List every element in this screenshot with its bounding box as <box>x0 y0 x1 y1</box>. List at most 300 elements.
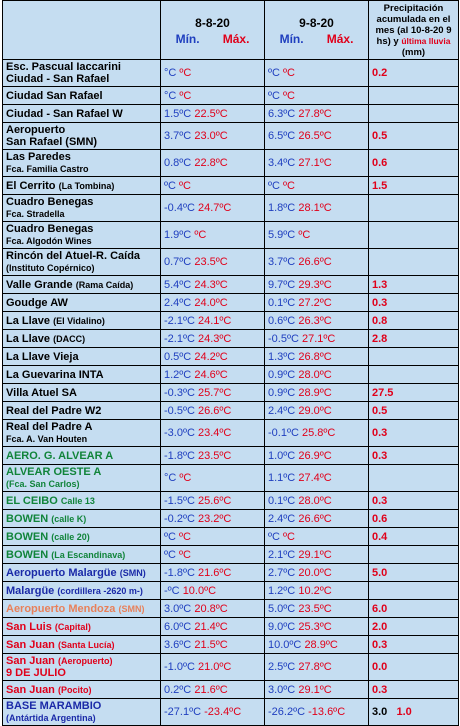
max-temp-2: 26.6ºC <box>298 512 332 525</box>
day1-cell <box>161 150 265 177</box>
precip-cell <box>369 618 459 636</box>
min-temp-1: -1.8ºC <box>164 449 195 462</box>
day1-cell <box>161 582 265 600</box>
min-temp-1: 0.8ºC <box>164 157 192 169</box>
max-temp-1: 24.2ºC <box>194 350 228 363</box>
max-temp-2: 25.8ºC <box>301 427 336 439</box>
station-cell <box>3 546 161 564</box>
station-name: Ciudad San Rafael <box>6 89 103 102</box>
station-sub: (calle K) <box>51 513 87 524</box>
day1-cell <box>161 222 265 249</box>
min-temp-1: -2.1ºC <box>164 314 195 327</box>
min-label-1: Mín. <box>175 32 200 46</box>
min-temp-1: -2.1ºC <box>164 332 195 345</box>
station-name: Goudge AW <box>6 296 68 309</box>
table-row <box>3 123 459 150</box>
day1-cell <box>161 447 265 465</box>
table-row <box>3 60 459 87</box>
precip-cell <box>369 222 459 249</box>
precip-value: 1.3 <box>372 278 388 291</box>
table-row <box>3 249 459 276</box>
max-temp-1: 23.4ºC <box>197 427 232 439</box>
max-temp-2: 10.2ºC <box>298 584 332 597</box>
min-temp-2: 5.0ºC <box>268 602 296 615</box>
station-cell <box>3 618 161 636</box>
precip-value: 0.5 <box>372 404 388 417</box>
min-temp-2: 0.1ºC <box>268 296 296 309</box>
station-name: Aeropuerto Malargüe <box>6 566 117 579</box>
precip-value: 0.0 <box>372 661 388 673</box>
table-row <box>3 618 459 636</box>
max-temp-2: ºC <box>283 67 295 79</box>
day2-cell <box>265 420 369 447</box>
max-temp-2: 26.5ºC <box>298 130 332 142</box>
station-name: Esc. Pascual Iaccarini <box>6 61 121 73</box>
precip-cell <box>369 420 459 447</box>
max-temp-1: ºC <box>179 472 192 484</box>
weather-table <box>2 0 459 726</box>
station-cell <box>3 177 161 195</box>
min-temp-2: 2.5ºC <box>268 661 296 673</box>
last-rain-label: última lluvia <box>401 35 451 46</box>
precip-cell <box>369 636 459 654</box>
precip-value: 0.4 <box>372 530 388 543</box>
precip-cell <box>369 105 459 123</box>
min-temp-1: -3.0ºC <box>164 427 195 439</box>
max-temp-2: 20.0ºC <box>298 566 332 579</box>
day1-cell <box>161 636 265 654</box>
max-temp-2: 29.3ºC <box>298 278 332 291</box>
day2-cell <box>265 366 369 384</box>
station-cell <box>3 87 161 105</box>
min-temp-2: 0.9ºC <box>268 368 296 381</box>
day1-cell <box>161 276 265 294</box>
station-cell <box>3 510 161 528</box>
day1-cell <box>161 492 265 510</box>
day2-cell <box>265 510 369 528</box>
min-temp-2: 10.0ºC <box>268 638 302 651</box>
table-row <box>3 177 459 195</box>
min-temp-2: 1.0ºC <box>268 449 296 462</box>
max-temp-1: 22.5ºC <box>194 107 228 120</box>
precip-cell <box>369 276 459 294</box>
station-cell <box>3 681 161 699</box>
day2-cell <box>265 60 369 87</box>
station-cell <box>3 195 161 222</box>
day1-cell <box>161 348 265 366</box>
min-temp-1: 1.5ºC <box>164 107 192 120</box>
day1-cell <box>161 654 265 681</box>
day1-cell <box>161 618 265 636</box>
day1-cell <box>161 600 265 618</box>
min-temp-1: 2.4ºC <box>164 296 192 309</box>
station-name: BOWEN <box>6 530 49 543</box>
min-temp-1: -27.1ºC <box>164 706 202 718</box>
station-name: Aeropuerto <box>6 124 66 136</box>
station-cell <box>3 60 161 87</box>
max-label-1: Máx. <box>222 32 250 46</box>
table-row <box>3 348 459 366</box>
table-row <box>3 402 459 420</box>
max-temp-2: 27.1ºC <box>298 157 332 169</box>
max-temp-2: -13.6ºC <box>308 706 346 718</box>
station-name: BASE MARAMBIO <box>6 700 102 712</box>
station-cell <box>3 123 161 150</box>
station-cell <box>3 249 161 276</box>
day2-cell <box>265 105 369 123</box>
day2-cell <box>265 492 369 510</box>
min-temp-2: 2.4ºC <box>268 512 296 525</box>
max-temp-1: 23.2ºC <box>197 512 232 525</box>
table-row <box>3 105 459 123</box>
precip-cell <box>369 177 459 195</box>
station-name: Cuadro Benegas <box>6 223 94 235</box>
min-temp-1: °C <box>164 472 177 484</box>
min-temp-1: -0.4ºC <box>164 202 195 214</box>
station-name: San Luis <box>6 620 52 633</box>
station-sub: Fca. Algodón Wines <box>6 236 92 246</box>
precip-value: 0.3 <box>372 449 388 462</box>
max-temp-1: 22.8ºC <box>194 157 228 169</box>
day1-cell <box>161 60 265 87</box>
station-sub: (SMN) <box>118 603 145 614</box>
precip-value: 5.0 <box>372 566 388 579</box>
station-cell <box>3 366 161 384</box>
max-temp-2: 27.8ºC <box>298 661 332 673</box>
header-precip-cell <box>369 1 459 60</box>
table-row <box>3 276 459 294</box>
station-sub: (cordillera -2620 m-) <box>57 585 143 596</box>
max-temp-2: 28.0ºC <box>298 368 332 381</box>
min-temp-1: -1.8ºC <box>164 566 195 579</box>
day2-cell <box>265 564 369 582</box>
station-name: Real del Padre A <box>6 421 93 433</box>
day1-cell <box>161 528 265 546</box>
day2-cell <box>265 681 369 699</box>
min-temp-2: ºC <box>268 179 280 192</box>
station-cell <box>3 348 161 366</box>
precip-value: 2.8 <box>372 332 388 345</box>
day1-cell <box>161 87 265 105</box>
max-temp-1: ºC <box>179 530 191 543</box>
max-temp-2: 23.5ºC <box>298 602 332 615</box>
last-rain-value: 1.0 <box>396 706 412 718</box>
precip-cell <box>369 366 459 384</box>
table-row <box>3 564 459 582</box>
max-temp-1: 10.0ºC <box>182 584 217 597</box>
precip-cell <box>369 60 459 87</box>
table-row <box>3 546 459 564</box>
unit-label: (mm) <box>401 46 426 58</box>
min-temp-2: ºC <box>268 67 280 79</box>
precip-value: 0.3 <box>372 296 388 309</box>
max-temp-2: 28.9ºC <box>304 638 338 651</box>
max-temp-1: 23.5ºC <box>197 449 232 462</box>
min-temp-1: 1.9ºC <box>164 229 192 241</box>
day2-cell <box>265 654 369 681</box>
max-temp-1: 24.0ºC <box>194 296 228 309</box>
min-temp-2: 0.9ºC <box>268 386 296 399</box>
min-temp-2: 6.5ºC <box>268 130 296 142</box>
min-temp-2: 9.0ºC <box>268 620 296 633</box>
max-temp-1: 21.6ºC <box>197 566 232 579</box>
min-temp-1: -0.3ºC <box>164 386 195 399</box>
max-temp-1: ºC <box>194 229 207 241</box>
table-row <box>3 447 459 465</box>
day1-cell <box>161 402 265 420</box>
precip-cell <box>369 87 459 105</box>
day1-cell <box>161 312 265 330</box>
precip-cell <box>369 600 459 618</box>
station-name: La Llave <box>6 332 51 345</box>
station-name: EL CEIBO <box>6 494 58 507</box>
precip-cell <box>369 195 459 222</box>
day2-cell <box>265 330 369 348</box>
min-temp-2: ºC <box>268 530 280 543</box>
max-temp-2: 26.3ºC <box>298 314 332 327</box>
precip-value: 2.0 <box>372 620 388 633</box>
day1-cell <box>161 420 265 447</box>
max-temp-2: 27.4ºC <box>298 472 332 484</box>
precip-cell <box>369 681 459 699</box>
max-temp-1: 24.1ºC <box>197 314 232 327</box>
table-row <box>3 681 459 699</box>
day2-cell <box>265 384 369 402</box>
precip-cell <box>369 348 459 366</box>
min-temp-1: 5.4ºC <box>164 278 192 291</box>
header-date1-cell <box>161 1 265 60</box>
precip-value: 27.5 <box>372 386 394 399</box>
station-sub: (Antártida Argentina) <box>6 713 96 723</box>
station-cell <box>3 420 161 447</box>
station-cell <box>3 582 161 600</box>
max-temp-1: 21.6ºC <box>194 683 228 696</box>
table-row <box>3 195 459 222</box>
max-temp-1: 24.6ºC <box>194 368 228 381</box>
max-temp-1: ºC <box>179 179 191 192</box>
min-temp-1: 6.0ºC <box>164 620 192 633</box>
max-temp-1: 21.4ºC <box>194 620 228 633</box>
day2-cell <box>265 276 369 294</box>
station-name: Malargüe <box>6 584 55 597</box>
min-temp-1: ºC <box>164 179 176 192</box>
precip-value: 0.5 <box>372 130 388 142</box>
station-sub: Fca. Familia Castro <box>6 164 89 174</box>
station-cell <box>3 150 161 177</box>
day2-cell <box>265 249 369 276</box>
precip-cell <box>369 294 459 312</box>
station-sub: (Capital) <box>54 621 91 632</box>
day2-cell <box>265 618 369 636</box>
table-row <box>3 654 459 681</box>
precip-cell <box>369 249 459 276</box>
station-cell <box>3 492 161 510</box>
precip-cell <box>369 546 459 564</box>
precip-value: 0.3 <box>372 638 388 651</box>
day2-cell <box>265 87 369 105</box>
station-cell <box>3 402 161 420</box>
table-row <box>3 330 459 348</box>
max-temp-2: 27.8ºC <box>298 107 332 120</box>
min-temp-2: ºC <box>268 89 280 102</box>
min-temp-1: 0.2ºC <box>164 683 192 696</box>
station-sub: (Fca. San Carlos) <box>6 479 80 489</box>
day1-cell <box>161 546 265 564</box>
max-temp-1: 25.6ºC <box>197 494 232 507</box>
table-row <box>3 384 459 402</box>
precip-cell <box>369 312 459 330</box>
header-date2-cell <box>265 1 369 60</box>
min-temp-2: 6.3ºC <box>268 107 296 120</box>
station-cell <box>3 330 161 348</box>
min-temp-2: -0.5ºC <box>268 332 299 345</box>
max-temp-1: 25.7ºC <box>197 386 232 399</box>
day2-cell <box>265 195 369 222</box>
max-temp-1: -23.4ºC <box>204 706 242 718</box>
precip-cell <box>369 330 459 348</box>
station-cell <box>3 276 161 294</box>
min-temp-2: 5.9ºC <box>268 229 296 241</box>
min-temp-1: 3.7ºC <box>164 130 192 142</box>
day1-cell <box>161 699 265 726</box>
station-name: San Juan <box>6 638 55 651</box>
station-sub: (calle 20) <box>51 531 90 542</box>
day1-cell <box>161 123 265 150</box>
day2-cell <box>265 150 369 177</box>
date2-label: 9-8-20 <box>299 16 334 30</box>
min-temp-2: 0.6ºC <box>268 314 296 327</box>
precip-value: 0.3 <box>372 427 388 439</box>
station-cell <box>3 465 161 492</box>
max-temp-1: ºC <box>179 89 192 102</box>
min-temp-1: ºC <box>164 530 176 543</box>
station-cell <box>3 654 161 681</box>
station-sub: (Rama Caída) <box>75 279 134 290</box>
min-temp-1: -1.0ºC <box>164 661 195 673</box>
min-temp-2: 2.1ºC <box>268 548 296 561</box>
max-temp-1: 20.8ºC <box>194 602 228 615</box>
station-name: Rincón del Atuel-R. Caída <box>6 250 141 262</box>
station-name: San Juan <box>6 655 55 667</box>
precip-value: 1.5 <box>372 179 388 192</box>
table-row <box>3 582 459 600</box>
max-temp-1: 26.6ºC <box>197 404 232 417</box>
min-temp-2: 1.2ºC <box>268 584 296 597</box>
table-row <box>3 222 459 249</box>
precip-cell <box>369 564 459 582</box>
station-cell <box>3 447 161 465</box>
day2-cell <box>265 546 369 564</box>
station-name: Ciudad - San Rafael W <box>6 107 123 120</box>
table-row <box>3 150 459 177</box>
station-cell <box>3 294 161 312</box>
station-sub: Fca. A. Van Houten <box>6 434 88 444</box>
day2-cell <box>265 348 369 366</box>
table-row <box>3 636 459 654</box>
max-temp-2: 29.1ºC <box>298 683 332 696</box>
station-name: Las Paredes <box>6 151 71 163</box>
precip-cell <box>369 465 459 492</box>
station-sub: (Aeropuerto) <box>57 656 113 666</box>
day2-cell <box>265 294 369 312</box>
day1-cell <box>161 330 265 348</box>
min-temp-2: 0.1ºC <box>268 494 296 507</box>
min-temp-2: 1.3ºC <box>268 350 296 363</box>
min-temp-2: 3.7ºC <box>268 256 296 268</box>
station-name: La Guevarina INTA <box>6 368 104 381</box>
precip-value: 3.0 <box>372 706 388 718</box>
min-temp-1: 3.0ºC <box>164 602 192 615</box>
day1-cell <box>161 384 265 402</box>
day2-cell <box>265 600 369 618</box>
max-temp-2: 29.1ºC <box>298 548 332 561</box>
station-cell <box>3 699 161 726</box>
min-temp-1: 1.2ºC <box>164 368 192 381</box>
max-temp-2: 28.0ºC <box>298 494 332 507</box>
station-sub: Calle 13 <box>60 495 95 506</box>
day2-cell <box>265 636 369 654</box>
station-cell <box>3 222 161 249</box>
min-label-2: Mín. <box>279 32 304 46</box>
precip-cell <box>369 447 459 465</box>
station-sub: (DACC) <box>53 333 86 344</box>
table-row <box>3 294 459 312</box>
precip-cell <box>369 699 459 726</box>
day2-cell <box>265 222 369 249</box>
header-row <box>3 1 459 60</box>
max-temp-2: 27.2ºC <box>298 296 332 309</box>
station-cell <box>3 384 161 402</box>
station-name-2: Ciudad - San Rafael <box>6 73 110 85</box>
station-name: ALVEAR OESTE A <box>6 466 102 478</box>
day2-cell <box>265 447 369 465</box>
station-sub: Fca. Stradella <box>6 209 65 219</box>
max-temp-2: 27.1ºC <box>301 332 336 345</box>
max-temp-1: 21.5ºC <box>194 638 228 651</box>
precip-cell <box>369 150 459 177</box>
station-sub: (SMN) <box>119 567 146 578</box>
min-temp-2: 2.7ºC <box>268 566 296 579</box>
max-temp-2: 28.9ºC <box>298 386 332 399</box>
max-temp-1: ºC <box>179 67 192 79</box>
min-temp-2: -26.2ºC <box>268 706 306 718</box>
station-sub: (Instituto Copérnico) <box>6 263 95 273</box>
precip-value: 0.3 <box>372 494 388 507</box>
max-temp-2: ºC <box>283 89 295 102</box>
max-label-2: Máx. <box>326 32 354 46</box>
precip-value: 6.0 <box>372 602 388 615</box>
station-name: Cuadro Benegas <box>6 196 94 208</box>
min-temp-2: 9.7ºC <box>268 278 296 291</box>
max-temp-2: ºC <box>298 229 311 241</box>
table-row <box>3 87 459 105</box>
precip-cell <box>369 123 459 150</box>
date1-label: 8-8-20 <box>195 16 230 30</box>
day2-cell <box>265 582 369 600</box>
station-name: Villa Atuel SA <box>6 386 77 399</box>
min-temp-1: -0.5ºC <box>164 404 195 417</box>
day1-cell <box>161 177 265 195</box>
station-sub: (La Escandinava) <box>51 549 126 560</box>
station-cell <box>3 105 161 123</box>
station-name: BOWEN <box>6 548 49 561</box>
max-temp-2: 28.1ºC <box>298 202 332 214</box>
day2-cell <box>265 402 369 420</box>
max-temp-1: 24.7ºC <box>197 202 232 214</box>
max-temp-2: 26.9ºC <box>298 449 332 462</box>
max-temp-1: 24.3ºC <box>194 278 228 291</box>
precip-cell <box>369 582 459 600</box>
